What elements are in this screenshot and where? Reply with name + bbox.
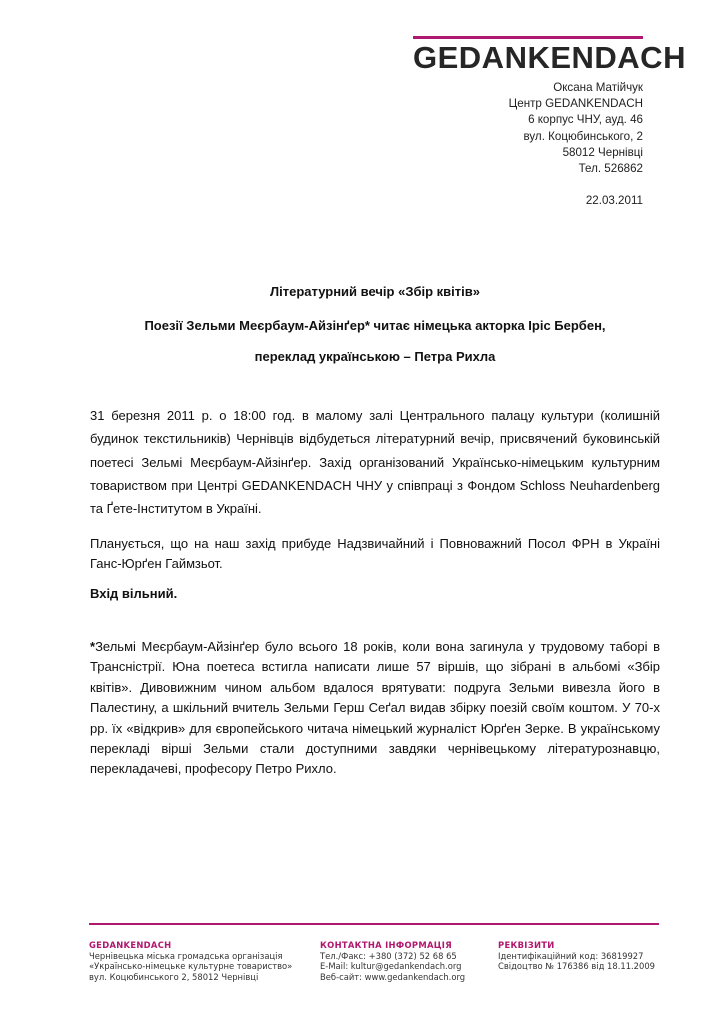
footer-requisites-title: РЕКВІЗИТИ xyxy=(498,940,555,950)
sender-building: 6 корпус ЧНУ, ауд. 46 xyxy=(528,113,643,127)
footer-org-line: вул. Коцюбинського 2, 58012 Чернівці xyxy=(89,971,259,982)
paragraph-free-entry: Вхід вільний. xyxy=(90,586,178,601)
footer-divider xyxy=(89,923,659,925)
footer-org-title: GEDANKENDACH xyxy=(89,940,172,950)
paragraph-ambassador: Планується, що на наш захід прибуде Надзвичайний і Повноважний Посол ФРН в Україні Ганс-Юрґен Гаймзьот. xyxy=(90,536,660,571)
footnote-text: Зельмі Меєрбаум-Айзінґер було всього 18 років, коли вона загинула у трудовому таборі в Трансністрії. Юна поетеса встигла написати лише 57 віршів, що зібрані в альбомі «Збір квітів». Дивовижним чином альбом вдалося врятувати: подруга Зельми вивезла його в Палестину, а шкільний вчитель Зельми Герш Сеґал видав збірку поезій своїм коштом. У 70-х рр. їх «відкрив» для європейського читача німецький журналіст Юрґен Зерке. В українському перекладі вірші Зельми стали доступними завдяки чернівецькому літературознавцю, перекладачеві, професору Петро Рихло. xyxy=(90,639,660,777)
logo xyxy=(413,36,686,76)
footer-email-link[interactable]: E-Mail: kultur@gedankendach.org xyxy=(320,961,462,972)
footer-id-code: Ідентифікаційний код: 36819927 xyxy=(498,950,644,961)
footer-org-line: «Українсько-німецьке культурне товариство» xyxy=(89,961,293,972)
paragraph-footnote xyxy=(90,637,660,780)
logo-text: GEDANKENDACH xyxy=(413,40,686,75)
footnote-star: * xyxy=(90,639,96,654)
paragraph-announcement: 31 березня 2011 р. о 18:00 год. в малому залі Центрального палацу культури (колишній будинок текстильників) Чернівців відбудеться літературний вечір, присвячений буковинській поетесі Зельмі Меєрбаум-Айзінґер. Захід організований Українсько-німецьким культурним товариством при Центрі GEDANKENDACH ЧНУ у співпраці з Фондом Schloss Neuhardenberg та Ґете-Інститутом в Україні. xyxy=(90,408,660,517)
footer-org-line: Чернівецька міська громадська організація xyxy=(89,950,283,961)
footer-contacts xyxy=(320,940,465,982)
footer-website-link[interactable]: Веб-сайт: www.gedankendach.org xyxy=(320,971,466,982)
event-translation: переклад українською – Петра Рихла xyxy=(254,349,496,364)
footer-requisites xyxy=(498,940,655,972)
sender-phone: Тел. 526862 xyxy=(578,162,643,176)
sender-name: Оксана Матійчук xyxy=(553,81,643,94)
footer-contacts-title: КОНТАКТНА ІНФОРМАЦІЯ xyxy=(320,940,452,950)
event-title: Літературний вечір «Збір квітів» xyxy=(270,284,480,299)
sender-address xyxy=(509,80,643,209)
footer-phone: Тел./Факс: +380 (372) 52 68 65 xyxy=(320,950,457,961)
sender-city: 58012 Чернівці xyxy=(562,145,643,159)
sender-org: Центр GEDANKENDACH xyxy=(508,97,643,111)
sender-street: вул. Коцюбинського, 2 xyxy=(523,129,643,143)
event-subtitle: Поезії Зельми Меєрбаум-Айзінґер* читає німецька акторка Іріс Бербен, xyxy=(144,318,606,333)
footer-organization xyxy=(89,940,292,982)
logo-bar xyxy=(413,36,643,39)
letter-date: 22.03.2011 xyxy=(585,194,643,208)
footer-certificate: Свідоцтво № 176386 від 18.11.2009 xyxy=(498,961,655,972)
